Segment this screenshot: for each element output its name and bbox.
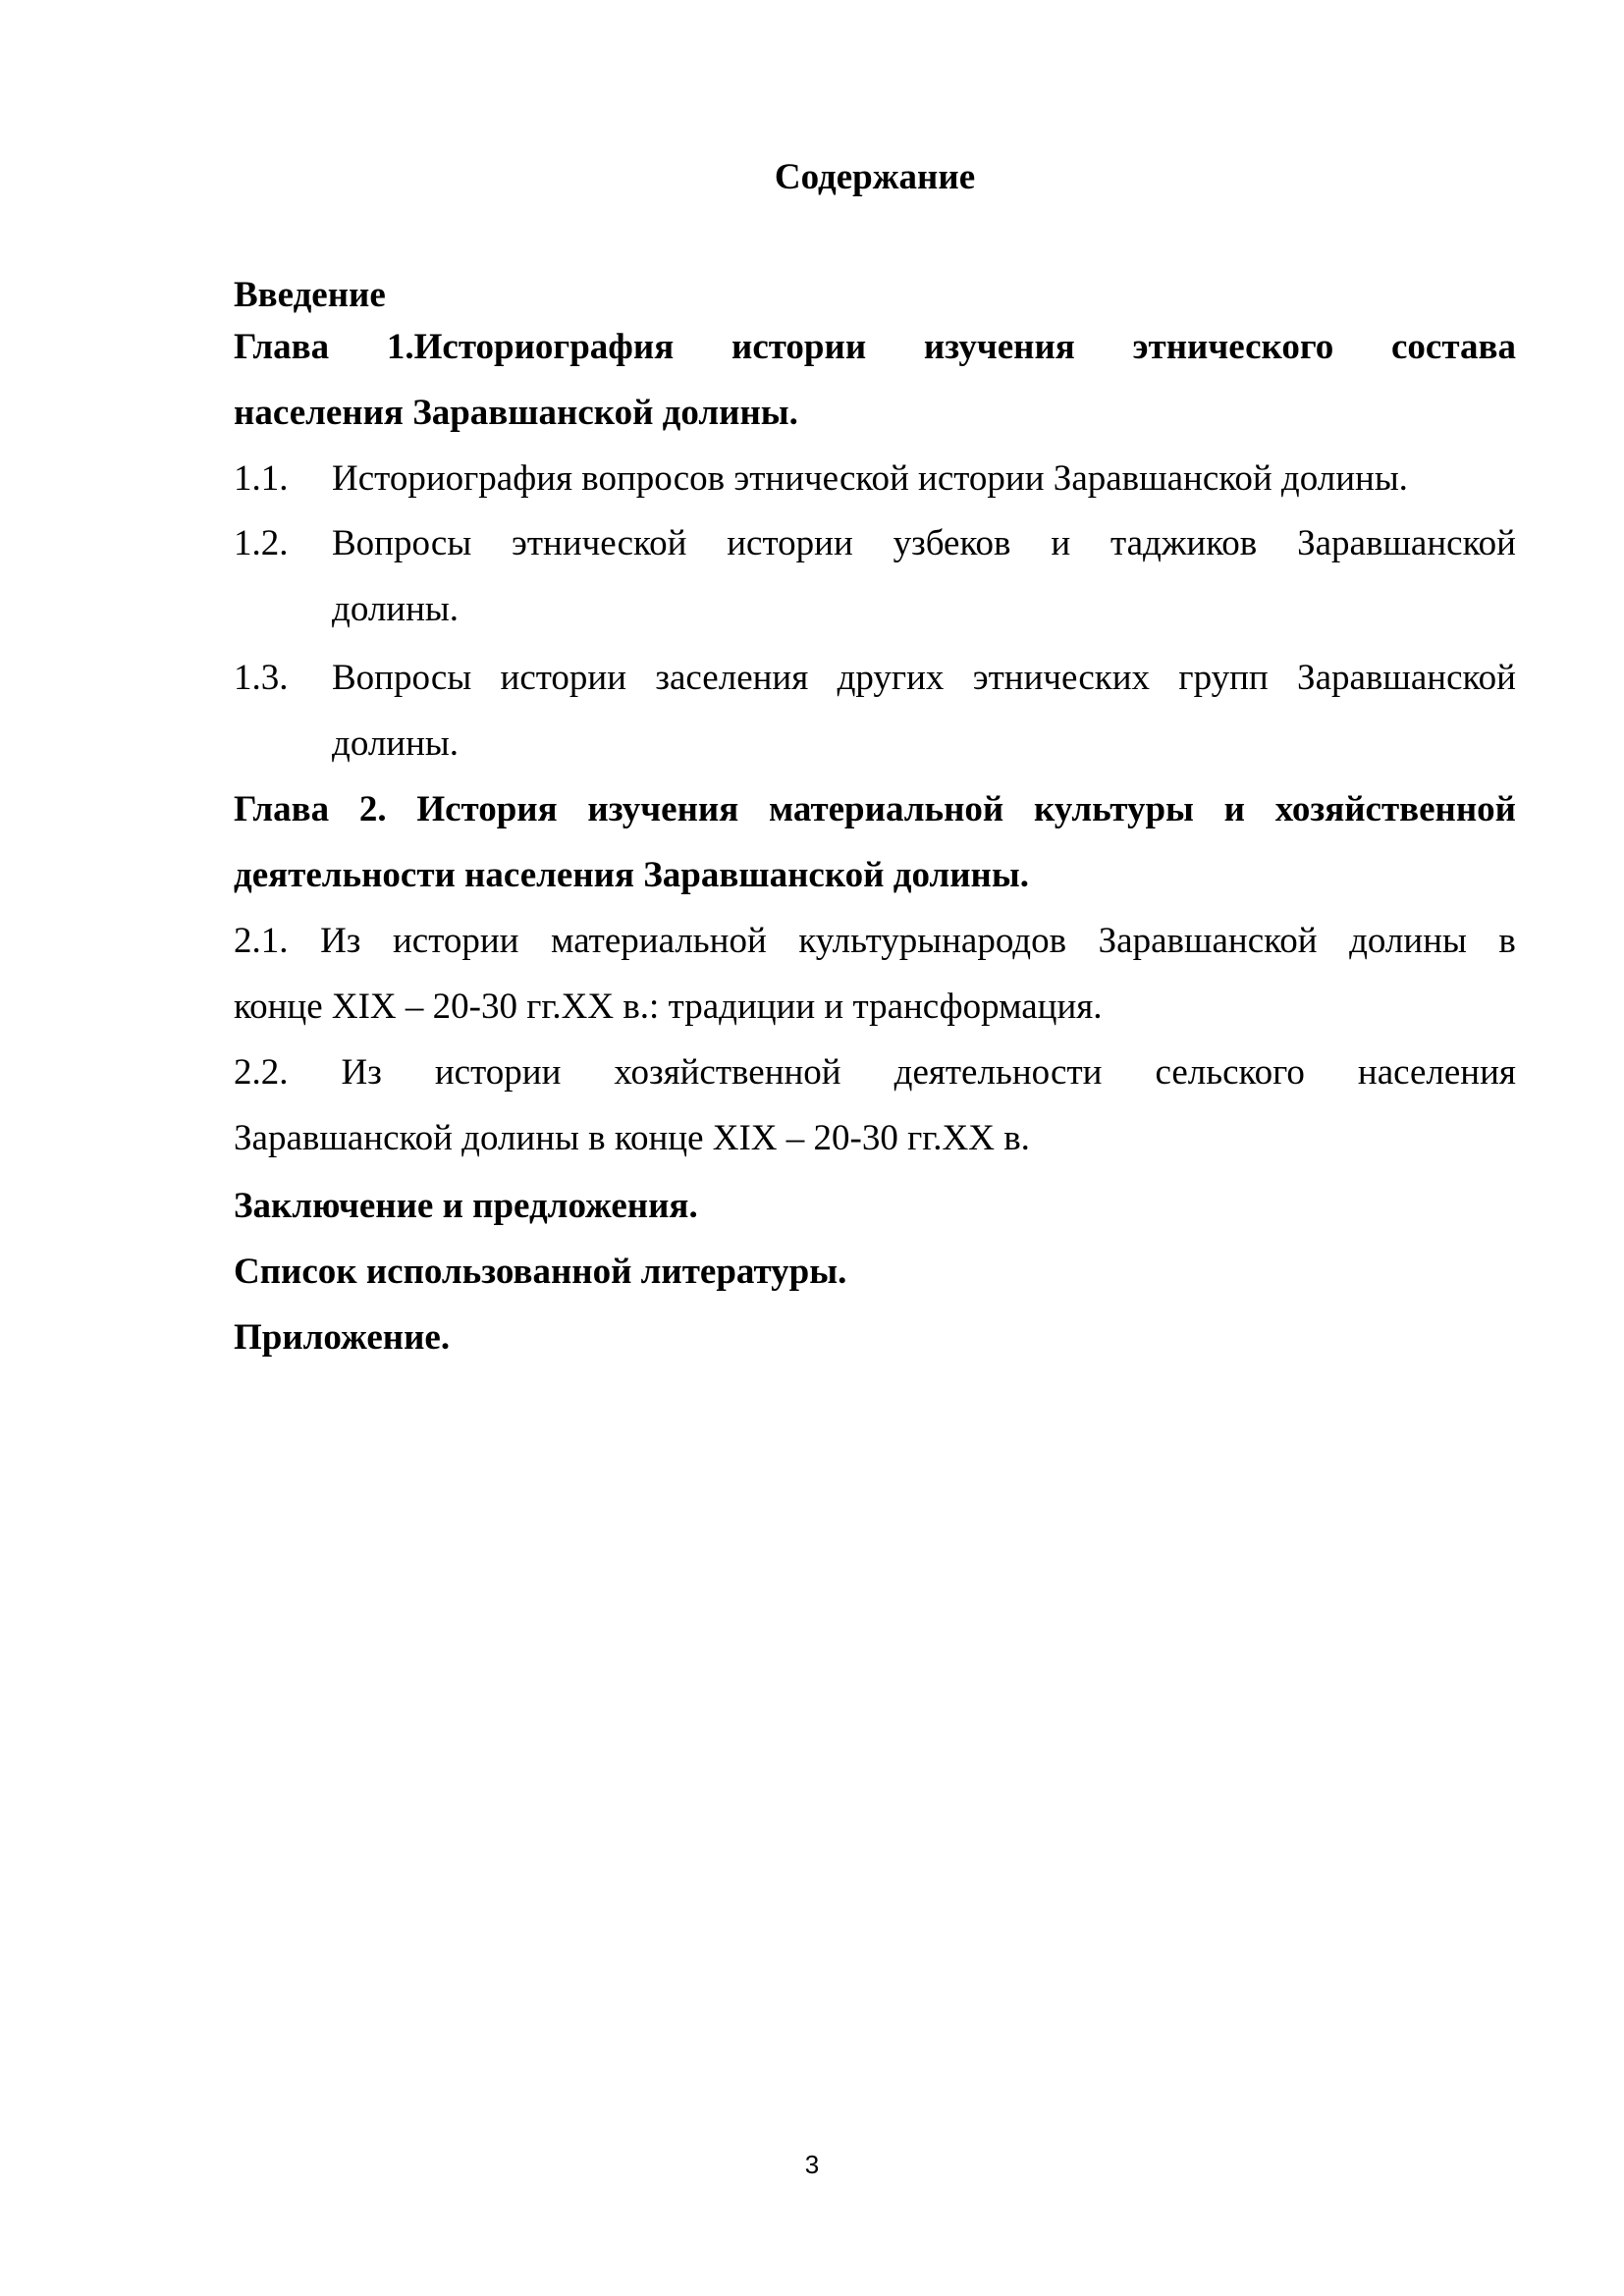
word: Заравшанской — [1297, 523, 1516, 563]
toc-section-2-1-line-2: конце XIX – 20-30 гг.XX в.: традиции и трансформация. — [234, 987, 1103, 1027]
word: этнического — [1132, 327, 1334, 367]
word: Глава — [234, 789, 330, 829]
section-title-words — [332, 655, 1516, 702]
word: хозяйственной — [614, 1052, 841, 1093]
page-title: Содержание — [774, 157, 976, 197]
word: других — [837, 658, 945, 698]
word: Из — [341, 1052, 382, 1093]
word: долины — [1349, 921, 1467, 961]
word: Заравшанской — [1098, 921, 1318, 961]
word: История — [416, 789, 558, 829]
toc-introduction: Введение — [234, 275, 386, 315]
toc-chapter-1-line-1 — [234, 324, 1516, 371]
word: групп — [1178, 658, 1269, 698]
toc-section-2-1-line-1 — [234, 918, 1516, 965]
toc-section-1-2-line-1 — [234, 520, 1516, 567]
section-number: 1.3. — [234, 658, 289, 698]
word: 2.1. — [234, 921, 289, 961]
word: истории — [727, 523, 853, 563]
word: 2. — [358, 789, 387, 829]
word: изучения — [587, 789, 739, 829]
toc-chapter-1-line-2: населения Заравшанской долины. — [234, 393, 798, 433]
word: и — [1223, 789, 1245, 829]
word: Глава — [234, 327, 330, 367]
word: 1.Историография — [386, 327, 675, 367]
word: населения — [1357, 1052, 1516, 1093]
toc-conclusion: Заключение и предложения. — [234, 1186, 698, 1226]
toc-section-2-2-line-2: Заравшанской долины в конце XIX – 20-30 гг.XX в. — [234, 1118, 1030, 1158]
section-number: 1.1. — [234, 458, 289, 499]
word: сельского — [1155, 1052, 1305, 1093]
toc-chapter-2-line-1 — [234, 786, 1516, 833]
toc-references: Список использованной литературы. — [234, 1252, 847, 1292]
word: заселения — [655, 658, 809, 698]
word: истории — [500, 658, 627, 698]
word: Вопросы — [332, 658, 472, 698]
word: истории — [731, 327, 867, 367]
word: истории — [434, 1052, 562, 1093]
word: материальной — [768, 789, 1004, 829]
section-title: Историография вопросов этнической истории Заравшанской долины. — [332, 458, 1408, 499]
word: состава — [1391, 327, 1516, 367]
word: Заравшанской — [1297, 658, 1516, 698]
word: узбеков — [893, 523, 1011, 563]
word: деятельности — [893, 1052, 1103, 1093]
word: этнических — [972, 658, 1151, 698]
word: материальной — [551, 921, 767, 961]
word: и — [1051, 523, 1071, 563]
word: хозяйственной — [1274, 789, 1516, 829]
word: Из — [320, 921, 361, 961]
word: изучения — [923, 327, 1075, 367]
toc-section-1-2-line-2: долины. — [332, 589, 460, 629]
toc-section-2-2-line-1 — [234, 1049, 1516, 1096]
word: 2.2. — [234, 1052, 289, 1093]
section-number: 1.2. — [234, 523, 289, 563]
word: Вопросы — [332, 523, 472, 563]
word: истории — [392, 921, 519, 961]
toc-section-1-3-line-2: долины. — [332, 723, 460, 764]
toc-section-1-3-line-1 — [234, 655, 1516, 702]
page-number: 3 — [804, 2150, 820, 2179]
word: таджиков — [1110, 523, 1258, 563]
section-title-words — [332, 520, 1516, 567]
word: в — [1498, 921, 1516, 961]
toc-appendix: Приложение. — [234, 1317, 451, 1358]
word: этнической — [512, 523, 687, 563]
word: культуры — [1033, 789, 1194, 829]
toc-section-1-1 — [234, 455, 1516, 503]
toc-chapter-2-line-2: деятельности населения Заравшанской долины. — [234, 855, 1029, 895]
word: культурынародов — [798, 921, 1067, 961]
